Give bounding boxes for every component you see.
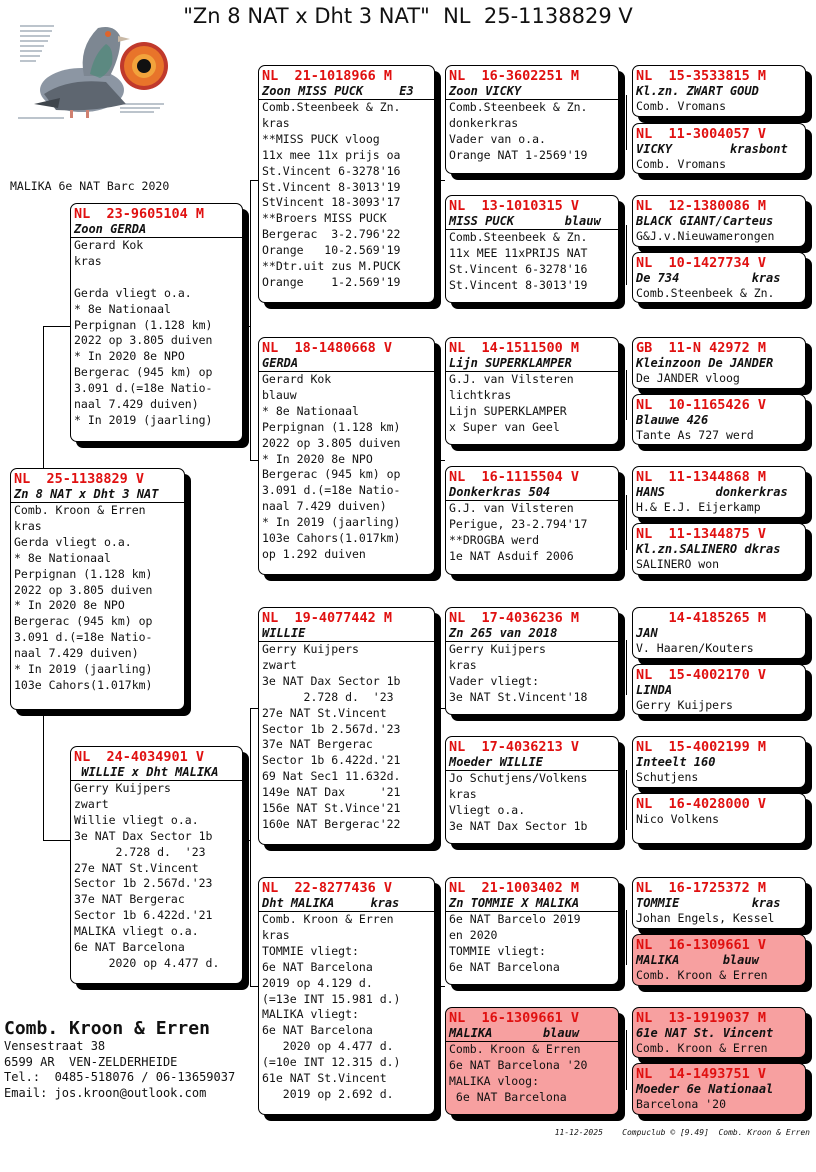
ring-number: NL 16-1309661 V [449, 1010, 580, 1026]
card-detail-line: * In 2019 (jaarling) [14, 662, 153, 677]
card-details [14, 503, 181, 694]
connector [440, 115, 441, 240]
card-details [636, 371, 802, 387]
card-detail-line: kras [449, 657, 477, 672]
connector [243, 840, 250, 841]
card-detail-line: kras [74, 253, 102, 268]
card-details [449, 501, 615, 565]
card-detail-line: G&J.v.Nieuwamerongen [636, 229, 775, 243]
pedigree-card-ancestor[interactable] [632, 736, 806, 788]
card-detail-line: StVincent 18-3093'17 [262, 195, 401, 210]
card-detail-line: Vliegt o.a. [449, 802, 526, 817]
card-detail-line: Comb.Steenbeek & Zn. [262, 100, 401, 114]
pigeon-name: Zoon VICKY [446, 84, 618, 100]
connector [440, 920, 441, 1050]
pedigree-card-ancestor[interactable] [632, 877, 806, 929]
pigeon-name: MISS PUCK blauw [446, 214, 618, 230]
pedigree-card-paternal-grandmother[interactable] [258, 337, 435, 575]
ring-number: NL 25-1138829 V [14, 471, 145, 487]
card-detail-line: Vader van o.a. [449, 131, 546, 146]
card-detail-line: Schutjens [636, 770, 699, 784]
card-detail-line: St.Vincent 6-3278'16 [262, 163, 401, 178]
card-detail-line: **MISS PUCK vloog [262, 131, 380, 146]
card-detail-line: Bergerac (945 km) op [262, 467, 401, 482]
card-detail-line: H.& E.J. Eijerkamp [636, 500, 761, 514]
card-detail-line: 3e NAT St.Vincent'18 [449, 689, 588, 704]
card-detail-line: V. Haaren/Kouters [636, 641, 754, 655]
pigeon-name: Moeder WILLIE [446, 755, 618, 771]
card-detail-line: Perpignan (1.128 km) [262, 419, 401, 434]
ring-number: NL 11-3004057 V [636, 126, 767, 142]
card-detail-line: Gerda vliegt o.a. [14, 534, 132, 549]
connector [626, 1030, 627, 1090]
card-detail-line: Tante As 727 werd [636, 428, 754, 442]
card-detail-line: Sector 1b 6.422d.'21 [262, 753, 401, 768]
ring-number: NL 11-1344868 M [636, 469, 767, 485]
card-detail-line: Gerda vliegt o.a. [74, 285, 192, 300]
pedigree-card-ancestor[interactable] [632, 394, 806, 445]
card-detail-line: x Super van Geel [449, 419, 560, 434]
card-detail-line: * In 2020 8e NPO [14, 598, 125, 613]
card-details [262, 100, 431, 291]
card-detail-line: 11x mee 11x prijs oa [262, 147, 401, 162]
pigeon-name: Kl.zn. ZWART GOUD [636, 84, 759, 98]
card-detail-line: 6e NAT Barcelona [449, 959, 560, 974]
card-detail-line: Gerry Kuijpers [74, 781, 171, 795]
card-detail-line: 6e NAT Barcelona [74, 940, 185, 955]
card-detail-line: 156e NAT St.Vince'21 [262, 801, 401, 816]
ring-number: NL 13-1919037 M [636, 1010, 767, 1026]
card-details [636, 698, 802, 714]
card-detail-line: * 8e Nationaal [74, 301, 171, 316]
card-detail-line: Gerry Kuijpers [449, 642, 546, 656]
ring-number: NL 17-4036236 M [449, 610, 580, 626]
card-detail-line: Comb. Vromans [636, 99, 727, 113]
card-detail-line: 3e NAT Dax Sector 1b [449, 818, 588, 833]
ring-number: NL 16-1309661 V [636, 937, 767, 953]
card-details [636, 641, 802, 657]
connector [250, 180, 251, 460]
pigeon-name: JAN [636, 626, 658, 640]
card-detail-line: 1e NAT Asduif 2006 [449, 548, 574, 563]
card-detail-line: 2022 op 3.805 duiven [262, 435, 401, 450]
connector [440, 645, 441, 775]
pigeon-name: Kleinzoon De JANDER [636, 356, 774, 370]
card-detail-line: kras [449, 786, 477, 801]
pedigree-card-great-grandparent-highlighted[interactable] [445, 1007, 619, 1115]
ring-number: NL 14-1493751 V [636, 1066, 767, 1082]
owner-city: 6599 AR VEN-ZELDERHEIDE [4, 1054, 178, 1069]
card-details [262, 372, 431, 563]
pigeon-name: VICKY krasbont [636, 142, 788, 156]
connector [440, 390, 441, 515]
pigeon-name: Zn 265 van 2018 [446, 626, 618, 642]
card-details [74, 781, 239, 972]
ring-number: NL 12-1380086 M [636, 198, 767, 214]
card-detail-line: 2.728 d. '23 [262, 689, 394, 704]
pedigree-card-father[interactable] [70, 203, 243, 442]
ring-number: NL 21-1018966 M [262, 68, 393, 84]
card-detail-line: G.J. van Vilsteren [449, 501, 574, 515]
card-detail-line: * In 2020 8e NPO [74, 349, 185, 364]
card-details [449, 100, 615, 164]
connector [626, 640, 627, 695]
connector [626, 225, 627, 285]
pigeon-name: Kl.zn.SALINERO dkras [636, 542, 781, 556]
pigeon-name: Donkerkras 504 [446, 485, 618, 501]
card-detail-line: donkerkras [449, 115, 519, 130]
card-detail-line: naal 7.429 duiven) [14, 646, 139, 661]
ring-number: NL 16-1115504 V [449, 469, 580, 485]
card-detail-line: Jo Schutjens/Volkens [449, 771, 588, 785]
pedigree-card-subject[interactable] [10, 468, 185, 710]
ring-number: NL 10-1427734 V [636, 255, 767, 271]
card-detail-line: Comb. Kroon & Erren [636, 968, 768, 982]
ring-number: NL 17-4036213 V [449, 739, 580, 755]
connector [435, 460, 445, 461]
card-detail-line: 2022 op 3.805 duiven [14, 582, 153, 597]
card-detail-line: TOMMIE vliegt: [262, 943, 359, 958]
card-detail-line: St.Vincent 8-3013'19 [262, 179, 401, 194]
card-detail-line: 6e NAT Barcelona '20 [449, 1057, 588, 1072]
card-detail-line: 2019 op 4.129 d. [262, 975, 373, 990]
pigeon-name: Zoon MISS PUCK E3 [259, 84, 434, 100]
card-detail-line: kras [262, 927, 290, 942]
card-detail-line: Orange 10-2.569'19 [262, 243, 401, 258]
card-details [636, 99, 802, 115]
card-detail-line: * In 2019 (jaarling) [262, 515, 401, 530]
connector [626, 95, 627, 150]
card-detail-line: (=13e INT 15.981 d.) [262, 991, 401, 1006]
card-detail-line: 149e NAT Dax '21 [262, 785, 401, 800]
ring-number: NL 15-4002170 V [636, 667, 767, 683]
card-detail-line: Bergerac (945 km) op [14, 614, 153, 629]
pedigree-card-maternal-grandmother[interactable] [258, 877, 435, 1115]
card-detail-line: 3.091 d.(=18e Natio- [14, 630, 153, 645]
card-detail-line: zwart [74, 796, 109, 811]
owner-phone: Tel.: 0485-518076 / 06-13659037 [4, 1070, 236, 1084]
ring-number: NL 19-4077442 M [262, 610, 393, 626]
pedigree-card-ancestor-highlighted[interactable] [632, 934, 806, 986]
card-detail-line: Orange NAT 1-2569'19 [449, 147, 588, 162]
card-detail-line: Comb. Kroon & Erren [14, 503, 146, 517]
card-detail-line: St.Vincent 8-3013'19 [449, 277, 588, 292]
pigeon-name: WILLIE x Dht MALIKA [71, 765, 242, 781]
connector [626, 495, 627, 550]
card-details [449, 912, 615, 976]
pigeon-name: MALIKA blauw [636, 953, 759, 967]
connector [435, 180, 445, 181]
card-detail-line: Gerry Kuijpers [262, 642, 359, 656]
ring-number: GB 11-N 42972 M [636, 340, 767, 356]
connector [626, 370, 627, 420]
card-detail-line: G.J. van Vilsteren [449, 372, 574, 386]
card-details [636, 157, 802, 173]
pedigree-card-great-grandparent[interactable] [445, 607, 619, 715]
card-detail-line: 160e NAT Bergerac'22 [262, 816, 401, 831]
card-detail-line: blauw [262, 387, 297, 402]
card-detail-line: Comb. Vromans [636, 157, 727, 171]
pedigree-card-great-grandparent[interactable] [445, 736, 619, 844]
card-detail-line: **Broers MISS PUCK [262, 211, 387, 226]
card-detail-line: 103e Cahors(1.017km) [262, 531, 401, 546]
card-details [74, 238, 239, 429]
card-detail-line: 6e NAT Barcelona [449, 1089, 567, 1104]
card-detail-line: naal 7.429 duiven) [74, 397, 199, 412]
ring-number: NL 14-1511500 M [449, 340, 580, 356]
pedigree-card-great-grandparent[interactable] [445, 877, 619, 985]
ring-number: 14-4185265 M [636, 610, 767, 626]
card-details [262, 912, 431, 1103]
ring-number: NL 16-3602251 M [449, 68, 580, 84]
card-detail-line: 103e Cahors(1.017km) [14, 677, 153, 692]
card-details [449, 1042, 615, 1106]
card-detail-line: 2019 op 2.692 d. [262, 1086, 394, 1101]
card-detail-line: 37e NAT Bergerac [74, 892, 185, 907]
pigeon-icon [34, 27, 130, 118]
card-detail-line: 2022 op 3.805 duiven [74, 333, 213, 348]
ring-number: NL 13-1010315 V [449, 198, 580, 214]
card-detail-line: lichtkras [449, 387, 512, 402]
card-detail-line: en 2020 [449, 927, 498, 942]
card-detail-line: 37e NAT Bergerac [262, 737, 373, 752]
connector [250, 180, 258, 181]
connector [626, 770, 627, 830]
card-detail-line: 6e NAT Barcelona [262, 959, 373, 974]
card-detail-line: Nico Volkens [636, 812, 720, 826]
card-details [636, 500, 802, 516]
pedigree-card-ancestor[interactable] [632, 664, 806, 715]
card-details [636, 968, 802, 984]
card-detail-line: Comb. Kroon & Erren [636, 1041, 768, 1055]
card-detail-line: Perigue, 23-2.794'17 [449, 516, 588, 531]
ring-number: NL 15-4002199 M [636, 739, 767, 755]
pedigree-card-ancestor[interactable] [632, 607, 806, 659]
pigeon-name: Zn 8 NAT x Dht 3 NAT [11, 487, 184, 503]
pigeon-name: De 734 kras [636, 271, 781, 285]
card-details [449, 642, 615, 706]
ring-number: NL 11-1344875 V [636, 526, 767, 542]
card-detail-line: Gerry Kuijpers [636, 698, 733, 712]
pigeon-name: Lijn SUPERKLAMPER [446, 356, 618, 372]
pigeon-name: BLACK GIANT/Carteus [636, 214, 774, 228]
pedigree-card-maternal-grandfather[interactable] [258, 607, 435, 845]
pedigree-card-great-grandparent[interactable] [445, 337, 619, 445]
connector [250, 986, 258, 987]
owner-street: Vensestraat 38 [4, 1039, 106, 1053]
ring-number: NL 15-3533815 M [636, 68, 767, 84]
pigeon-name: Inteelt 160 [636, 755, 716, 769]
pigeon-name: TOMMIE kras [636, 896, 781, 910]
pigeon-name: MALIKA blauw [446, 1026, 618, 1042]
card-detail-line: * In 2020 8e NPO [262, 451, 373, 466]
pigeon-name: Zn TOMMIE X MALIKA [446, 896, 618, 912]
card-detail-line: * 8e Nationaal [262, 403, 359, 418]
card-detail-line: Perpignan (1.128 km) [14, 566, 153, 581]
ring-number: NL 22-8277436 V [262, 880, 393, 896]
pedigree-card-ancestor[interactable] [632, 337, 806, 389]
card-detail-line: 6e NAT Barcelo 2019 [449, 912, 581, 926]
card-detail-line: 2020 op 4.477 d. [262, 1039, 394, 1054]
connector [43, 840, 70, 841]
card-details [636, 812, 802, 828]
owner-email[interactable]: Email: jos.kroon@outlook.com [4, 1085, 207, 1100]
card-detail-line: Sector 1b 6.422d.'21 [74, 908, 213, 923]
ring-number: NL 16-1725372 M [636, 880, 767, 896]
card-detail-line: naal 7.429 duiven) [262, 499, 387, 514]
ring-number: NL 18-1480668 V [262, 340, 393, 356]
card-details [636, 229, 802, 245]
card-detail-line: TOMMIE vliegt: [449, 943, 546, 958]
card-detail-line: 6e NAT Barcelona [262, 1023, 373, 1038]
card-detail-line: Johan Engels, Kessel [636, 911, 775, 925]
connector [43, 326, 70, 327]
pedigree-card-ancestor[interactable] [632, 65, 806, 117]
card-detail-line: 3e NAT Dax Sector 1b [262, 673, 401, 688]
card-detail-line: **Dtr.uit zus M.PUCK [262, 259, 401, 274]
pigeon-name: Blauwe 426 [636, 413, 709, 427]
pedigree-card-ancestor[interactable] [632, 466, 806, 518]
pedigree-card-mother[interactable] [70, 746, 243, 984]
card-details [636, 911, 802, 927]
card-detail-line: Comb.Steenbeek & Zn. [636, 286, 775, 300]
pigeon-name: GERDA [259, 356, 434, 372]
connector [435, 986, 445, 987]
card-detail-line: Sector 1b 2.567d.'23 [262, 721, 401, 736]
card-detail-line: 27e NAT St.Vincent [74, 860, 199, 875]
card-detail-line: Lijn SUPERKLAMPER [449, 403, 567, 418]
pedigree-card-ancestor[interactable] [632, 195, 806, 247]
pedigree-card-ancestor-highlighted[interactable] [632, 1063, 806, 1115]
card-details [636, 770, 802, 786]
pedigree-card-ancestor[interactable] [632, 793, 806, 844]
owner-block [4, 1018, 235, 1101]
card-detail-line: Comb. Kroon & Erren [449, 1042, 581, 1056]
pigeon-name: 61e NAT St. Vincent [636, 1026, 774, 1040]
card-details [449, 372, 615, 436]
card-detail-line: kras [14, 518, 42, 533]
pigeon-logo-illustration [14, 18, 174, 124]
card-detail-line: Comb.Steenbeek & Zn. [449, 100, 588, 114]
card-detail-line: Vader vliegt: [449, 673, 540, 688]
card-detail-line: kras [262, 115, 290, 130]
card-detail-line: 69 Nat Sec1 11.632d. [262, 769, 401, 784]
pigeon-name: HANS donkerkras [636, 485, 788, 499]
card-detail-line: 3e NAT Dax Sector 1b [74, 828, 213, 843]
card-detail-line: St.Vincent 6-3278'16 [449, 261, 588, 276]
pedigree-card-great-grandparent[interactable] [445, 466, 619, 575]
card-detail-line: 3.091 d.(=18e Natio- [74, 381, 213, 396]
pigeon-name: Moeder 6e Nationaal [636, 1082, 774, 1096]
ring-number: NL 23-9605104 M [74, 206, 205, 222]
card-details [636, 557, 802, 573]
card-detail-line: op 1.292 duiven [262, 546, 366, 561]
card-detail-line: Perpignan (1.128 km) [74, 317, 213, 332]
footer-credit: 11-12-2025 Compuclub © [9.49] Comb. Kroon & Erren [554, 1128, 810, 1137]
connector [250, 708, 258, 709]
pedigree-card-ancestor-highlighted[interactable] [632, 1007, 806, 1058]
pedigree-card-paternal-grandfather[interactable] [258, 65, 435, 303]
card-details [449, 230, 615, 294]
ring-number: NL 21-1003402 M [449, 880, 580, 896]
connector [43, 710, 44, 840]
card-detail-line: 61e NAT St.Vincent [262, 1071, 387, 1086]
pedigree-card-ancestor[interactable] [632, 252, 806, 303]
connector [250, 460, 258, 461]
card-detail-line: Gerard Kok [74, 238, 144, 252]
page-title: "Zn 8 NAT x Dht 3 NAT" NL 25-1138829 V [183, 4, 633, 28]
card-detail-line: zwart [262, 657, 297, 672]
card-detail-line [74, 270, 239, 286]
owner-name: Comb. Kroon & Erren [4, 1018, 210, 1039]
ring-number: NL 10-1165426 V [636, 397, 767, 413]
connector [250, 708, 251, 986]
card-detail-line: 2020 op 4.477 d. [74, 955, 220, 970]
card-detail-line: 3.091 d.(=18e Natio- [262, 483, 401, 498]
card-detail-line: MALIKA vliegt o.a. [74, 924, 199, 939]
card-details [262, 642, 431, 833]
card-detail-line: SALINERO won [636, 557, 720, 571]
pigeon-name: Zoon GERDA [71, 222, 242, 238]
ring-number: NL 24-4034901 V [74, 749, 205, 765]
connector [626, 910, 627, 965]
pedigree-card-great-grandparent[interactable] [445, 65, 619, 174]
card-detail-line: MALIKA vliegt: [262, 1007, 359, 1022]
pedigree-card-great-grandparent[interactable] [445, 195, 619, 303]
pigeon-name: WILLIE [259, 626, 434, 642]
card-detail-line: MALIKA vloog: [449, 1073, 540, 1088]
pedigree-card-ancestor[interactable] [632, 123, 806, 174]
card-detail-line: **DROGBA werd [449, 532, 540, 547]
card-detail-line: (=10e INT 12.315 d.) [262, 1055, 401, 1070]
card-detail-line: * In 2019 (jaarling) [74, 412, 213, 427]
connector [243, 326, 250, 327]
card-detail-line: De JANDER vloog [636, 371, 740, 385]
card-detail-line: Orange 1-2.569'19 [262, 274, 401, 289]
eye-icon [120, 42, 168, 90]
card-detail-line: * 8e Nationaal [14, 550, 111, 565]
card-details [636, 428, 802, 444]
card-detail-line: 2.728 d. '23 [74, 844, 206, 859]
card-detail-line: 27e NAT St.Vincent [262, 705, 387, 720]
connector [43, 326, 44, 468]
card-detail-line: Sector 1b 2.567d.'23 [74, 876, 213, 891]
card-details [636, 1041, 802, 1057]
card-details [636, 286, 802, 302]
card-details [636, 1097, 802, 1113]
card-detail-line: Gerard Kok [262, 372, 332, 386]
pedigree-card-ancestor[interactable] [632, 523, 806, 575]
card-detail-line: Comb. Kroon & Erren [262, 912, 394, 926]
connector [435, 708, 445, 709]
card-detail-line: 11x MEE 11xPRIJS NAT [449, 245, 588, 260]
card-detail-line: Bergerac (945 km) op [74, 365, 213, 380]
pigeon-name: LINDA [636, 683, 673, 697]
card-detail-line: Comb.Steenbeek & Zn. [449, 230, 588, 244]
pigeon-name: Dht MALIKA kras [259, 896, 434, 912]
card-details [449, 771, 615, 835]
ring-number: NL 16-4028000 V [636, 796, 767, 812]
note-best-result: MALIKA 6e NAT Barc 2020 [10, 179, 170, 193]
card-detail-line: Willie vliegt o.a. [74, 812, 199, 827]
card-detail-line: Barcelona '20 [636, 1097, 727, 1111]
card-detail-line: Bergerac 3-2.796'22 [262, 227, 401, 242]
